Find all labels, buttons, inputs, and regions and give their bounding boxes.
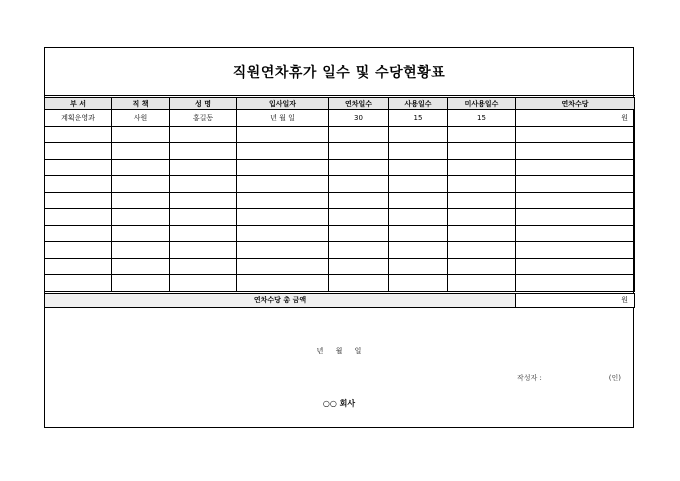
table-cell[interactable] [45,159,112,176]
table-cell[interactable] [45,258,112,275]
table-row [45,258,635,275]
table-cell[interactable] [448,209,516,226]
total-amount[interactable]: 원 [516,292,635,307]
table-cell[interactable] [45,143,112,160]
table-row [45,209,635,226]
table-cell[interactable] [170,143,237,160]
table-cell[interactable] [45,242,112,259]
table-cell[interactable] [329,258,389,275]
table-cell[interactable] [329,242,389,259]
table-row [45,242,635,259]
table-cell[interactable] [516,225,635,242]
vacation-table [44,95,635,308]
table-row [45,159,635,176]
table-cell[interactable] [389,143,448,160]
table-cell[interactable] [516,143,635,160]
table-cell[interactable] [516,126,635,143]
table-cell[interactable]: 년 월 일 [237,110,329,127]
table-cell[interactable] [112,126,170,143]
table-cell[interactable] [170,176,237,193]
table-cell[interactable] [170,159,237,176]
table-cell[interactable] [237,126,329,143]
company-name: ○○ 회사 [322,399,356,408]
table-cell[interactable] [170,258,237,275]
table-cell[interactable] [329,176,389,193]
table-cell[interactable]: 사원 [112,110,170,127]
header-cell: 연차일수 [329,97,389,110]
header-cell: 사용일수 [389,97,448,110]
table-cell[interactable] [389,225,448,242]
table-cell[interactable] [237,209,329,226]
table-cell[interactable] [112,176,170,193]
header-cell: 미사용일수 [448,97,516,110]
table-cell[interactable] [516,258,635,275]
table-row [45,225,635,242]
table-cell[interactable] [389,159,448,176]
table-cell[interactable] [170,275,237,293]
table-cell[interactable] [389,258,448,275]
table-cell[interactable] [516,159,635,176]
table-cell[interactable] [329,159,389,176]
table-cell[interactable] [170,209,237,226]
table-cell[interactable] [237,258,329,275]
table-cell[interactable] [448,192,516,209]
form-title: 직원연차휴가 일수 및 수당현황표 [232,65,446,81]
table-cell[interactable] [112,242,170,259]
table-cell[interactable] [45,209,112,226]
table-cell[interactable] [237,176,329,193]
table-cell[interactable] [516,242,635,259]
table-cell[interactable] [329,143,389,160]
header-cell: 직 책 [112,97,170,110]
header-cell: 부 서 [45,97,112,110]
table-cell[interactable] [448,143,516,160]
table-cell[interactable] [389,176,448,193]
table-cell[interactable] [329,126,389,143]
table-cell[interactable] [45,192,112,209]
table-cell[interactable] [448,159,516,176]
table-cell[interactable] [112,192,170,209]
table-cell[interactable] [170,126,237,143]
table-cell[interactable] [448,258,516,275]
table-cell[interactable]: 원 [516,110,635,127]
form-date: 년 월 일 [316,347,362,355]
table-cell[interactable]: 15 [389,110,448,127]
header-cell: 성 명 [170,97,237,110]
table-cell[interactable] [389,242,448,259]
table-cell[interactable] [448,275,516,293]
table-cell[interactable] [329,275,389,293]
table-cell[interactable] [516,209,635,226]
table-cell[interactable] [112,258,170,275]
table-cell[interactable] [237,275,329,293]
table-cell[interactable] [448,225,516,242]
table-cell[interactable] [112,225,170,242]
table-cell[interactable] [237,242,329,259]
table-row [45,192,635,209]
table-cell[interactable] [237,225,329,242]
table-cell[interactable]: 30 [329,110,389,127]
table-cell[interactable] [45,126,112,143]
table-cell[interactable] [112,143,170,160]
table-cell[interactable] [112,159,170,176]
table-cell[interactable] [516,192,635,209]
table-cell[interactable] [448,176,516,193]
table-cell[interactable] [170,192,237,209]
table-cell[interactable] [237,192,329,209]
header-row [45,97,635,110]
table-cell[interactable] [170,225,237,242]
table-cell[interactable] [516,275,635,293]
table-row [45,176,635,193]
table-row [45,126,635,143]
table-row [45,275,635,293]
table-cell[interactable] [45,275,112,293]
header-cell: 입사일자 [237,97,329,110]
table-cell[interactable] [329,192,389,209]
table-cell[interactable] [45,176,112,193]
table-cell[interactable] [329,209,389,226]
table-cell[interactable] [170,242,237,259]
total-row [45,292,635,307]
table-cell[interactable] [516,176,635,193]
table-cell[interactable] [112,275,170,293]
table-cell[interactable] [389,126,448,143]
table-cell[interactable] [45,225,112,242]
table-cell[interactable] [237,143,329,160]
table-cell[interactable]: 15 [448,110,516,127]
table-row [45,143,635,160]
table-cell[interactable]: 홍길동 [170,110,237,127]
table-cell[interactable] [389,275,448,293]
total-label: 연차수당 총 금액 [45,292,516,307]
table-cell[interactable] [112,209,170,226]
table-cell[interactable] [448,126,516,143]
table-row [45,110,635,127]
seal-mark: (인) [608,374,621,382]
form-sheet [44,47,634,428]
writer-label: 작성자 : [517,374,542,382]
header-cell: 연차수당 [516,97,635,110]
table-cell[interactable] [237,159,329,176]
table-cell[interactable] [329,225,389,242]
table-cell[interactable]: 계획운영과 [45,110,112,127]
table-cell[interactable] [389,192,448,209]
table-cell[interactable] [448,242,516,259]
table-cell[interactable] [389,209,448,226]
